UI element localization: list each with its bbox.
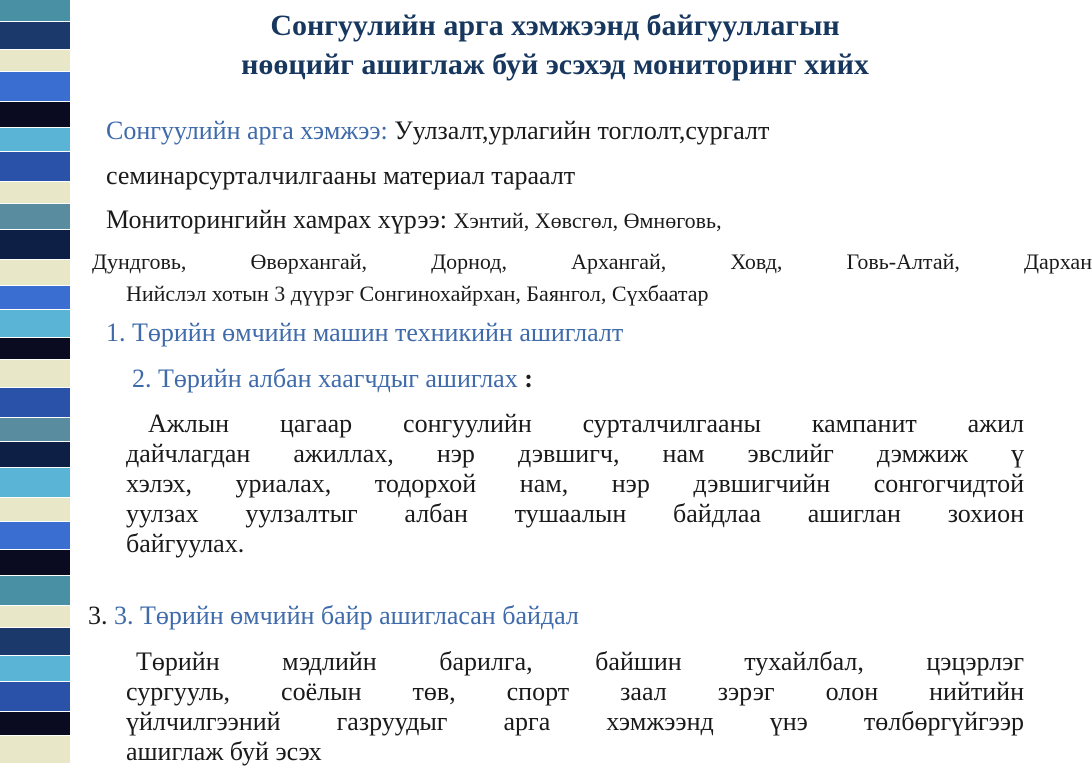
stripe (0, 442, 70, 468)
section3-prefix: 3. (88, 601, 108, 630)
section2-line: дайчлагдан ажиллах, нэр дэвшигч, нам эвслийг дэмжиж ү (126, 439, 1024, 468)
section3-paragraph (126, 647, 1024, 768)
section3-line: ашиглаж буй эсэх (126, 737, 322, 766)
stripe (0, 152, 70, 182)
section2-heading-line (132, 364, 533, 394)
coverage-label: Мониторингийн хамрах хүрээ: (106, 205, 447, 234)
stripe (0, 338, 70, 360)
decorative-stripe-bar (0, 0, 70, 768)
measures-text-1: Уулзалт,урлагийн тоглолт,сургалт (394, 116, 770, 145)
stripe (0, 0, 70, 22)
measures-line-2: семинарсурталчилгааны материал тараалт (106, 161, 576, 190)
stripe (0, 182, 70, 204)
stripe (0, 628, 70, 656)
stripe (0, 736, 70, 764)
stripe (0, 498, 70, 522)
coverage-aimag-list (92, 247, 1092, 277)
coverage-aimag: Говь-Алтай, (846, 249, 960, 274)
stripe (0, 606, 70, 628)
section2-line: уулзах уулзалтыг албан тушаалын байдлаа ашиглан зохион (126, 499, 1024, 528)
stripe (0, 310, 70, 338)
section2-paragraph (126, 409, 1024, 559)
stripe (0, 128, 70, 152)
section3-line: сургууль, соёлын төв, спорт заал зэрэг олон нийтийн (126, 677, 1024, 706)
section2-line: байгуулах. (126, 529, 245, 558)
section1-heading: 1. Төрийн өмчийн машин техникийн ашиглалт (106, 318, 624, 347)
stripe (0, 230, 70, 260)
stripe (0, 418, 70, 442)
coverage-aimag: Өвөрхангай, (250, 249, 368, 274)
section2-line: Ажлын цагаар сонгуулийн сурталчилгааны кампанит ажил (148, 409, 1024, 438)
stripe (0, 50, 70, 72)
coverage-capital: Нийслэл хотын 3 дүүрэг Сонгинохайрхан, Баянгол, Сүхбаатар (126, 281, 709, 306)
stripe (0, 550, 70, 576)
stripe (0, 712, 70, 736)
section3-heading: 3. Төрийн өмчийн байр ашигласан байдал (114, 601, 579, 630)
coverage-aimag: Ховд, (730, 249, 783, 274)
title-line-1: Сонгуулийн арга хэмжээнд байгууллагын (270, 9, 840, 42)
coverage-aimag: Дорнод, (431, 249, 507, 274)
section2-heading: 2. Төрийн албан хаагчдыг ашиглах (132, 364, 518, 393)
section3-line: үйлчилгээний газруудыг арга хэмжээнд үнэ төлбөргүйгээр (126, 707, 1024, 736)
stripe (0, 22, 70, 50)
stripe (0, 656, 70, 682)
coverage-line (106, 205, 722, 236)
section2-colon: : (524, 364, 533, 393)
measures-label: Сонгуулийн арга хэмжээ: (106, 116, 388, 145)
stripe (0, 682, 70, 712)
stripe (0, 388, 70, 418)
measures-line-1 (106, 116, 769, 146)
title-line-2: нөөцийг ашиглаж буй эсэхэд мониторинг хийх (241, 48, 869, 81)
stripe (0, 576, 70, 606)
stripe (0, 72, 70, 102)
stripe (0, 522, 70, 550)
stripe (0, 204, 70, 230)
coverage-aimag: Дархан (1023, 249, 1092, 274)
coverage-aimag: Дундговь, (92, 249, 187, 274)
stripe (0, 468, 70, 498)
stripe (0, 286, 70, 310)
coverage-first: Хэнтий, Хөвсгөл, Өмнөговь, (453, 208, 722, 233)
section3-line: Төрийн мэдлийн барилга, байшин тухайлбал, цэцэрлэг (136, 647, 1024, 676)
stripe (0, 102, 70, 128)
coverage-aimag: Архангай, (571, 249, 667, 274)
section3-heading-line (88, 601, 579, 631)
stripe (0, 260, 70, 286)
section2-line: хэлэх, уриалах, тодорхой нам, нэр дэвшигчийн сонгогчидтой (126, 469, 1024, 498)
slide-title (120, 6, 990, 84)
stripe (0, 360, 70, 388)
